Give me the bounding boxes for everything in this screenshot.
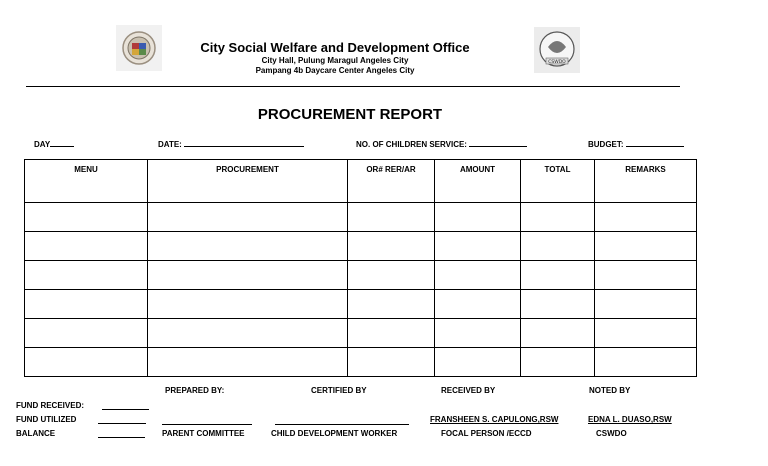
day-field[interactable] — [34, 138, 74, 149]
table-cell[interactable] — [25, 261, 148, 290]
table-cell[interactable] — [148, 290, 348, 319]
fund-received-label: FUND RECEIVED: — [16, 401, 85, 410]
report-title: PROCUREMENT REPORT — [257, 106, 443, 123]
column-header-menu: MENU — [25, 160, 148, 203]
received-by-role: FOCAL PERSON /ECCD — [441, 429, 532, 438]
table-row — [25, 348, 697, 377]
children-served-label: NO. OF CHILDREN SERVICE: — [356, 140, 467, 149]
table-cell[interactable] — [25, 348, 148, 377]
table-cell[interactable] — [348, 232, 435, 261]
table-row — [25, 203, 697, 232]
balance-label: BALANCE — [16, 429, 56, 438]
prepared-by-label: PREPARED BY: — [165, 386, 225, 395]
table-cell[interactable] — [435, 232, 521, 261]
fund-received-blank[interactable] — [102, 409, 149, 410]
header-divider — [26, 86, 680, 87]
city-seal-logo — [116, 25, 162, 71]
certified-by-signature-line[interactable] — [275, 424, 409, 425]
certified-by-label: CERTIFIED BY — [311, 386, 367, 395]
table-cell[interactable] — [521, 348, 595, 377]
table-cell[interactable] — [348, 203, 435, 232]
table-cell[interactable] — [148, 203, 348, 232]
column-header-total: TOTAL — [521, 160, 595, 203]
column-header-procurement: PROCUREMENT — [148, 160, 348, 203]
table-cell[interactable] — [348, 319, 435, 348]
fund-utilized-blank[interactable] — [98, 423, 146, 424]
received-by-label: RECEIVED BY — [441, 386, 496, 395]
date-field[interactable] — [158, 138, 304, 149]
column-header-remarks: REMARKS — [595, 160, 697, 203]
table-cell[interactable] — [521, 203, 595, 232]
cswdo-seal-text: CSWDO — [548, 60, 566, 65]
table-cell[interactable] — [148, 348, 348, 377]
table-cell[interactable] — [521, 290, 595, 319]
prepared-by-role: PARENT COMMITTEE — [162, 429, 245, 438]
prepared-by-signature-line[interactable] — [162, 424, 252, 425]
table-cell[interactable] — [25, 203, 148, 232]
day-blank[interactable] — [50, 138, 74, 147]
procurement-table — [24, 159, 697, 377]
table-cell[interactable] — [521, 261, 595, 290]
table-cell[interactable] — [521, 319, 595, 348]
table-row — [25, 319, 697, 348]
office-name: City Social Welfare and Development Office — [200, 40, 470, 55]
date-blank[interactable] — [184, 138, 304, 147]
budget-label: BUDGET: — [588, 140, 624, 149]
noted-by-name: EDNA L. DUASO,RSW — [588, 415, 672, 424]
budget-field[interactable] — [588, 138, 684, 149]
table-cell[interactable] — [348, 290, 435, 319]
table-cell[interactable] — [435, 203, 521, 232]
table-cell[interactable] — [435, 290, 521, 319]
column-header-or-number: OR# RER/AR — [348, 160, 435, 203]
address-line-2: Pampang 4b Daycare Center Angeles City — [255, 66, 415, 75]
table-cell[interactable] — [595, 261, 697, 290]
table-cell[interactable] — [348, 348, 435, 377]
table-cell[interactable] — [435, 319, 521, 348]
table-row — [25, 232, 697, 261]
table-cell[interactable] — [148, 261, 348, 290]
balance-blank[interactable] — [98, 437, 145, 438]
table-row — [25, 290, 697, 319]
table-cell[interactable] — [521, 232, 595, 261]
table-header-row — [25, 160, 697, 203]
table-cell[interactable] — [435, 261, 521, 290]
column-header-amount: AMOUNT — [435, 160, 521, 203]
table-cell[interactable] — [595, 290, 697, 319]
received-by-name: FRANSHEEN S. CAPULONG,RSW — [430, 415, 559, 424]
budget-blank[interactable] — [626, 138, 684, 147]
table-cell[interactable] — [595, 348, 697, 377]
table-row — [25, 261, 697, 290]
certified-by-role: CHILD DEVELOPMENT WORKER — [271, 429, 398, 438]
table-cell[interactable] — [25, 290, 148, 319]
table-cell[interactable] — [435, 348, 521, 377]
children-served-field[interactable] — [356, 138, 527, 149]
address-line-1: City Hall, Pulung Maragul Angeles City — [261, 56, 409, 65]
children-served-blank[interactable] — [469, 138, 527, 147]
date-label: DATE: — [158, 140, 182, 149]
noted-by-label: NOTED BY — [589, 386, 631, 395]
table-cell[interactable] — [148, 319, 348, 348]
day-label: DAY — [34, 140, 51, 149]
table-cell[interactable] — [595, 319, 697, 348]
table-cell[interactable] — [348, 261, 435, 290]
table-cell[interactable] — [25, 319, 148, 348]
table-cell[interactable] — [148, 232, 348, 261]
table-cell[interactable] — [25, 232, 148, 261]
fund-utilized-label: FUND UTILIZED — [16, 415, 77, 424]
noted-by-role: CSWDO — [596, 429, 627, 438]
table-cell[interactable] — [595, 203, 697, 232]
table-cell[interactable] — [595, 232, 697, 261]
cswdo-seal-logo — [534, 27, 580, 73]
